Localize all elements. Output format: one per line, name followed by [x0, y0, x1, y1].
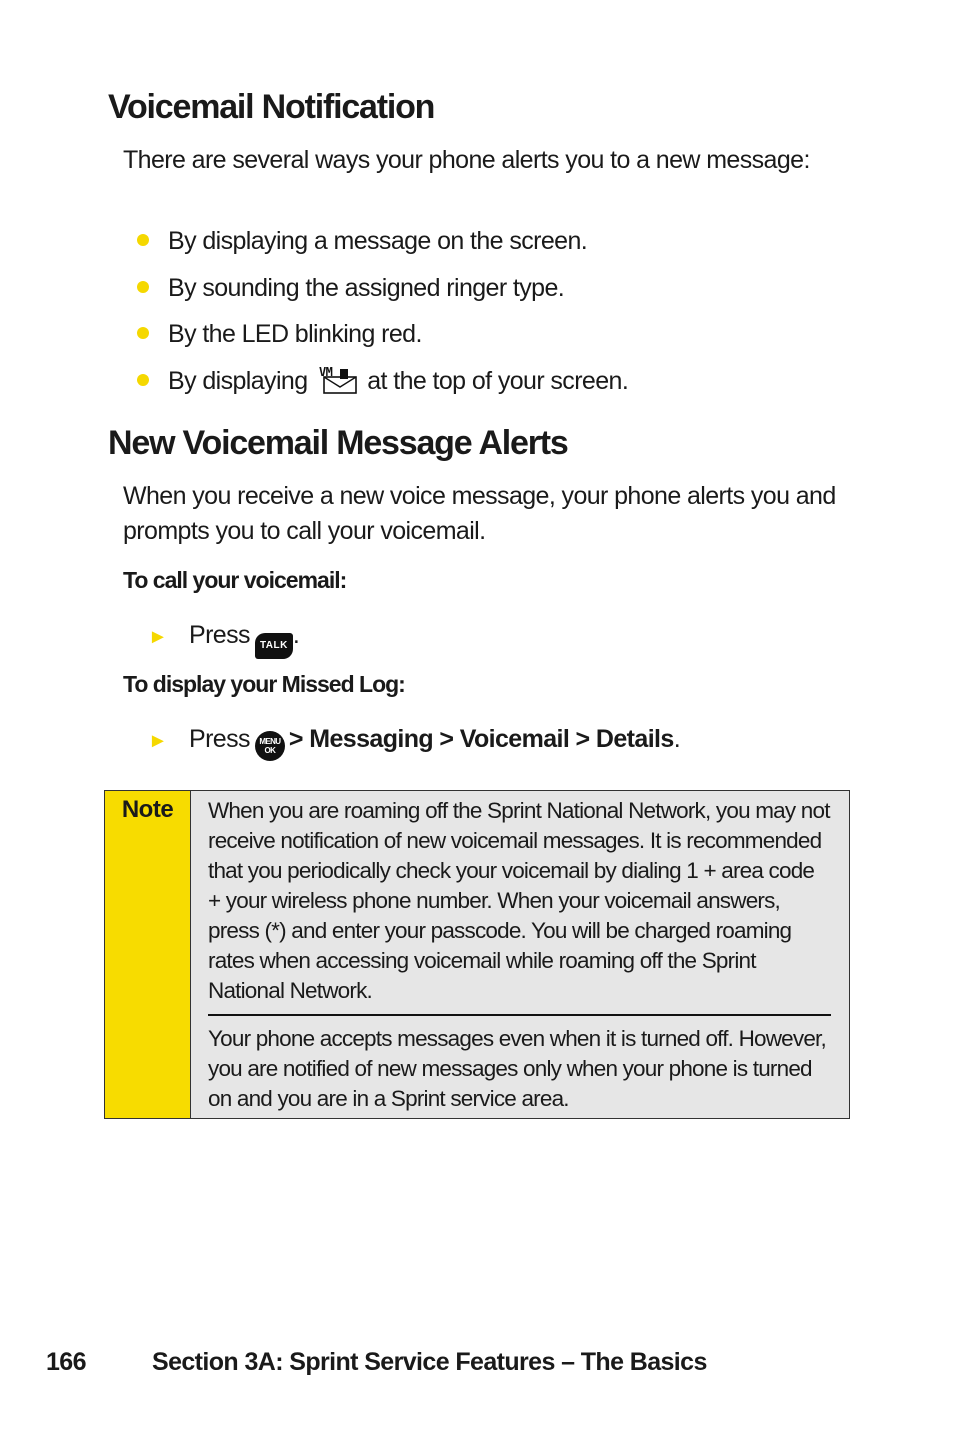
- note-body: [191, 791, 849, 1118]
- bullet-dot-icon: [137, 281, 149, 293]
- list-item: By the LED blinking red.: [123, 315, 628, 362]
- step-arrow-icon: ►: [148, 730, 168, 752]
- step-press-menu: ► Press MENU OK > Messaging > Voicemail > Details.: [148, 721, 680, 757]
- note-power-paragraph: Your phone accepts messages even when it is turned off. However, you are notified of new messages only when your phone is turned on and you are in a Sprint service area.: [208, 1026, 826, 1111]
- step-press-talk: ► Press TALK .: [148, 617, 299, 653]
- section-heading-new-voicemail-alerts: New Voicemail Message Alerts: [108, 424, 568, 462]
- page-number: 166: [46, 1348, 86, 1376]
- menu-path: > Messaging > Voicemail > Details: [288, 725, 674, 753]
- list-item: By displaying VM at the top of your screen.: [123, 362, 628, 409]
- list-item: By sounding the assigned ringer type.: [123, 269, 628, 316]
- talk-key-icon: TALK: [255, 633, 293, 659]
- voicemail-icon-label: VM: [318, 364, 333, 379]
- footer-section-title: Section 3A: Sprint Service Features – The Basics: [152, 1348, 707, 1376]
- procedure-title-call-voicemail: To call your voicemail:: [123, 567, 347, 593]
- alerts-intro-paragraph: When you receive a new voice message, your phone alerts you and prompts you to call your voicemail.: [123, 482, 836, 545]
- menu-ok-key-icon: MENU OK: [255, 731, 285, 761]
- note-box: [104, 790, 850, 1119]
- bullet-dot-icon: [137, 374, 149, 386]
- step-arrow-icon: ►: [148, 626, 168, 648]
- voicemail-icon: [318, 365, 358, 395]
- note-roaming-paragraph: When you are roaming off the Sprint National Network, you may not receive notification of new voicemail messages. It is recommended that you periodically check your voicemail by dialing 1 + area code + your wireless phone number. When your voicemail answers, press (*) and enter your passcode. You will be charged roaming rates when accessing voicemail while roaming off the Sprint National Network.: [208, 798, 830, 1003]
- section-heading-voicemail-notification: Voicemail Notification: [108, 88, 435, 126]
- list-item: By displaying a message on the screen.: [123, 222, 628, 269]
- note-label: Note: [105, 791, 191, 1118]
- procedure-title-missed-log: To display your Missed Log:: [123, 671, 405, 697]
- note-divider: [208, 1014, 831, 1016]
- bullet-dot-icon: [137, 234, 149, 246]
- intro-paragraph: There are several ways your phone alerts you to a new message:: [123, 146, 810, 174]
- notification-methods-list: [123, 222, 628, 408]
- bullet-dot-icon: [137, 327, 149, 339]
